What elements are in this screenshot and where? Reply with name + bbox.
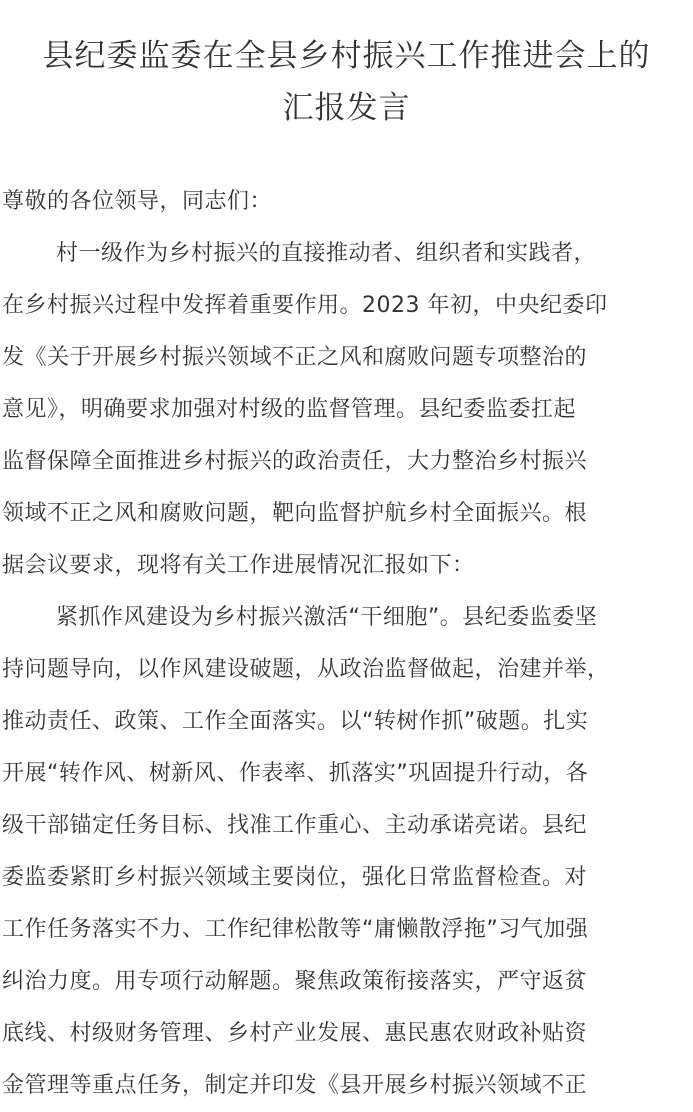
paragraph-1-line: 村一级作为乡村振兴的直接推动者、组织者和实践者，	[56, 241, 597, 266]
paragraph-2-line: 开展“转作风、树新风、作表率、抓落实”巩固提升行动，各	[2, 761, 589, 786]
paragraph-1-line: 在乡村振兴过程中发挥着重要作用。2023 年初，中央纪委印	[2, 293, 608, 318]
paragraph-2-line: 紧抓作风建设为乡村振兴激活“干细胞”。县纪委监委坚	[56, 605, 598, 630]
paragraph-1-line: 意见》，明确要求加强对村级的监督管理。县纪委监委扛起	[2, 397, 577, 422]
paragraph-2-line: 工作任务落实不力、工作纪律松散等“庸懒散浮拖”习气加强	[2, 917, 589, 942]
document-body	[2, 176, 691, 1112]
title-line-1: 县纪委监委在全县乡村振兴工作推进会上的	[42, 38, 651, 74]
paragraph-2-line: 纠治力度。用专项行动解题。聚焦政策衔接落实，严守返贫	[2, 969, 588, 994]
paragraph-1-line: 监督保障全面推进乡村振兴的政治责任，大力整治乡村振兴	[2, 449, 588, 474]
paragraph-1-line: 据会议要求，现将有关工作进展情况汇报如下：	[2, 553, 475, 578]
paragraph-2-line: 委监委紧盯乡村振兴领域主要岗位，强化日常监督检查。对	[2, 865, 588, 890]
salutation: 尊敬的各位领导，同志们：	[2, 189, 273, 214]
paragraph-2-line: 持问题导向，以作风建设破题，从政治监督做起，治建并举，	[2, 657, 610, 682]
document-title	[2, 0, 691, 134]
paragraph-1-line: 领域不正之风和腐败问题，靶向监督护航乡村全面振兴。根	[2, 501, 588, 526]
paragraph-2-line: 金管理等重点任务，制定并印发《县开展乡村振兴领域不正	[2, 1073, 588, 1098]
paragraph-2-line: 底线、村级财务管理、乡村产业发展、惠民惠农财政补贴资	[2, 1021, 588, 1046]
title-line-2: 汇报发言	[282, 90, 411, 126]
paragraph-2-line: 级干部锚定任务目标、找准工作重心、主动承诺亮诺。县纪	[2, 813, 588, 838]
paragraph-2-line: 推动责任、政策、工作全面落实。以“转树作抓”破题。扎实	[2, 709, 589, 734]
paragraph-1-line: 发《关于开展乡村振兴领域不正之风和腐败问题专项整治的	[2, 345, 588, 370]
